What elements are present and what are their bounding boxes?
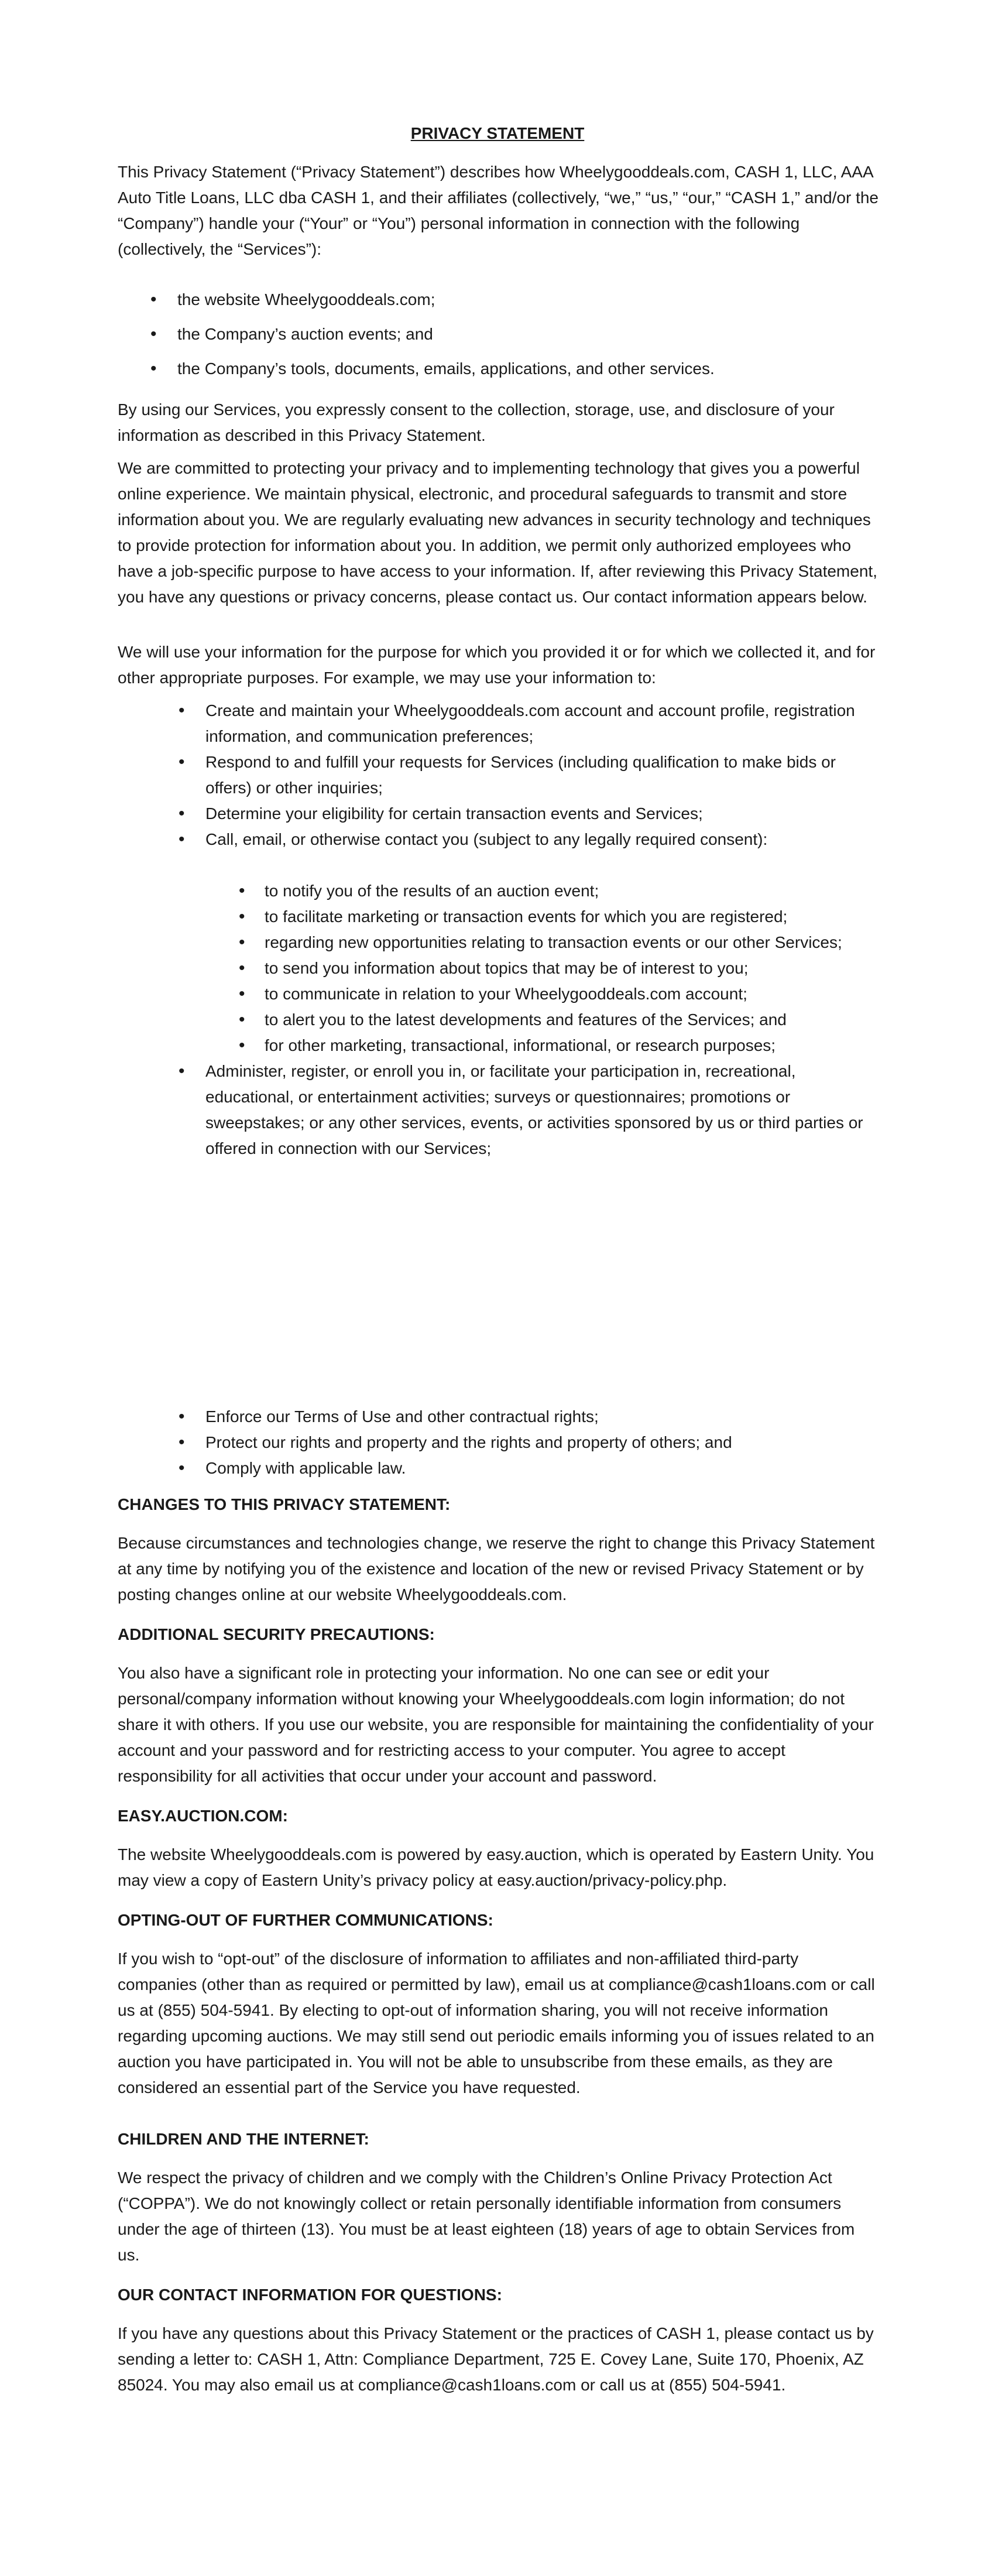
use-intro-paragraph: We will use your information for the purpose for which you provided it or for which we collected it, and for other appropriate purposes. For example, we may use your information to: (118, 643, 876, 687)
intro-paragraph: This Privacy Statement (“Privacy Statement”) describes how Wheelygooddeals.com, CASH 1, LLC, AAA Auto Title Loans, LLC dba CASH 1, and their affiliates (collectively, “we,” “us,” “our,” “CASH 1,” and/or the “Company”) handle your (“Your” or “You”) personal information in connection with the following (collectively, the “Services”): (118, 163, 879, 258)
easy-auction-paragraph: The website Wheelygooddeals.com is powered by easy.auction, which is operated by Eastern Unity. You may view a copy of Eastern Unity’s privacy policy at easy.auction/privacy-policy.php. (118, 1845, 874, 1889)
list-item: • Call, email, or otherwise contact you (subject to any legally required consent): (205, 827, 879, 852)
contact-purposes-list (265, 878, 879, 1059)
list-item: • Respond to and fulfill your requests for Services (including qualification to make bids or offers) or other inquiries; (205, 749, 879, 801)
uses-list (205, 698, 879, 852)
easy-auction-heading: EASY.AUCTION.COM: (118, 1807, 288, 1825)
contact-paragraph: If you have any questions about this Privacy Statement or the practices of CASH 1, please contact us by sending a letter to: CASH 1, Attn: Compliance Department, 725 E. Covey Lane, Suite 170, Phoenix, AZ 85024. You may also email us at compliance@cash1loans.com or call us at (855) 504-5941. (118, 2324, 874, 2394)
document-title: PRIVACY STATEMENT (410, 124, 585, 142)
children-heading: CHILDREN AND THE INTERNET: (118, 2130, 369, 2148)
services-list (177, 287, 879, 382)
opt-out-paragraph: If you wish to “opt-out” of the disclosure of information to affiliates and non-affiliated third-party companies (other than as required or permitted by law), email us at compliance@cash1loans.com or call us at (855) 504-5941. By electing to opt-out of information sharing, you will not receive information regarding upcoming auctions. We may still send out periodic emails informing you of issues related to an auction you have participated in. You will not be able to unsubscribe from these emails, as they are considered an essential part of the Service you have requested. (118, 1950, 875, 2097)
list-item: • Determine your eligibility for certain transaction events and Services; (205, 801, 879, 827)
list-item: • to alert you to the latest developments and features of the Services; and (265, 1007, 879, 1033)
security-paragraph: You also have a significant role in protecting your information. No one can see or edit your personal/company information without knowing your Wheelygooddeals.com login information; do not share it with others. If you use our website, you are responsible for maintaining the confidentiality of your account and your password and for restricting access to your computer. You agree to accept responsibility for all activities that occur under your account and password. (118, 1664, 874, 1785)
consent-paragraph: By using our Services, you expressly consent to the collection, storage, use, and disclosure of your information as described in this Privacy Statement. (118, 400, 835, 444)
list-item: • the website Wheelygooddeals.com; (177, 287, 879, 313)
commitment-paragraph: We are committed to protecting your privacy and to implementing technology that gives you a powerful online experience. We maintain physical, electronic, and procedural safeguards to transmit and store information about you. We are regularly evaluating new advances in security technology and techniques to provide protection for information about you. In addition, we permit only authorized employees who have a job-specific purpose to have access to your information. If, after reviewing this Privacy Statement, you have any questions or privacy concerns, please contact us. Our contact information appears below. (118, 459, 877, 606)
list-item: • for other marketing, transactional, informational, or research purposes; (265, 1033, 879, 1059)
list-item: • the Company’s tools, documents, emails, applications, and other services. (177, 356, 879, 382)
security-heading: ADDITIONAL SECURITY PRECAUTIONS: (118, 1625, 435, 1643)
list-item: • regarding new opportunities relating to transaction events or our other Services; (265, 930, 879, 955)
list-item: • Create and maintain your Wheelygooddeals.com account and account profile, registration information, and communication preferences; (205, 698, 879, 749)
children-paragraph: We respect the privacy of children and we comply with the Children’s Online Privacy Protection Act (“COPPA”). We do not knowingly collect or retain personally identifiable information from consumers under the age of thirteen (13). You must be at least eighteen (18) years of age to obtain Services from us. (118, 2169, 855, 2264)
opt-out-heading: OPTING-OUT OF FURTHER COMMUNICATIONS: (118, 1911, 493, 1929)
list-item: • to communicate in relation to your Wheelygooddeals.com account; (265, 981, 879, 1007)
list-item: • Protect our rights and property and the rights and property of others; and (205, 1430, 879, 1455)
list-item: • to notify you of the results of an auction event; (265, 878, 879, 904)
list-item: • to facilitate marketing or transaction events for which you are registered; (265, 904, 879, 930)
list-item: • the Company’s auction events; and (177, 321, 879, 347)
list-item: • Comply with applicable law. (205, 1455, 879, 1481)
list-item: • to send you information about topics that may be of interest to you; (265, 955, 879, 981)
changes-paragraph: Because circumstances and technologies change, we reserve the right to change this Privacy Statement at any time by notifying you of the existence and location of the new or revised Privacy Statement or by posting changes online at our website Wheelygooddeals.com. (118, 1534, 875, 1604)
changes-heading: CHANGES TO THIS PRIVACY STATEMENT: (118, 1495, 451, 1513)
administer-list (205, 1059, 879, 1162)
list-item: • Enforce our Terms of Use and other contractual rights; (205, 1404, 879, 1430)
uses-list-continued (205, 1404, 879, 1481)
list-item: • Administer, register, or enroll you in, or facilitate your participation in, recreational, educational, or entertainment activities; surveys or questionnaires; promotions or sweepstakes; or any other services, events, or activities sponsored by us or third parties or offered in connection with our Services; (205, 1059, 879, 1162)
contact-heading: OUR CONTACT INFORMATION FOR QUESTIONS: (118, 2286, 502, 2304)
